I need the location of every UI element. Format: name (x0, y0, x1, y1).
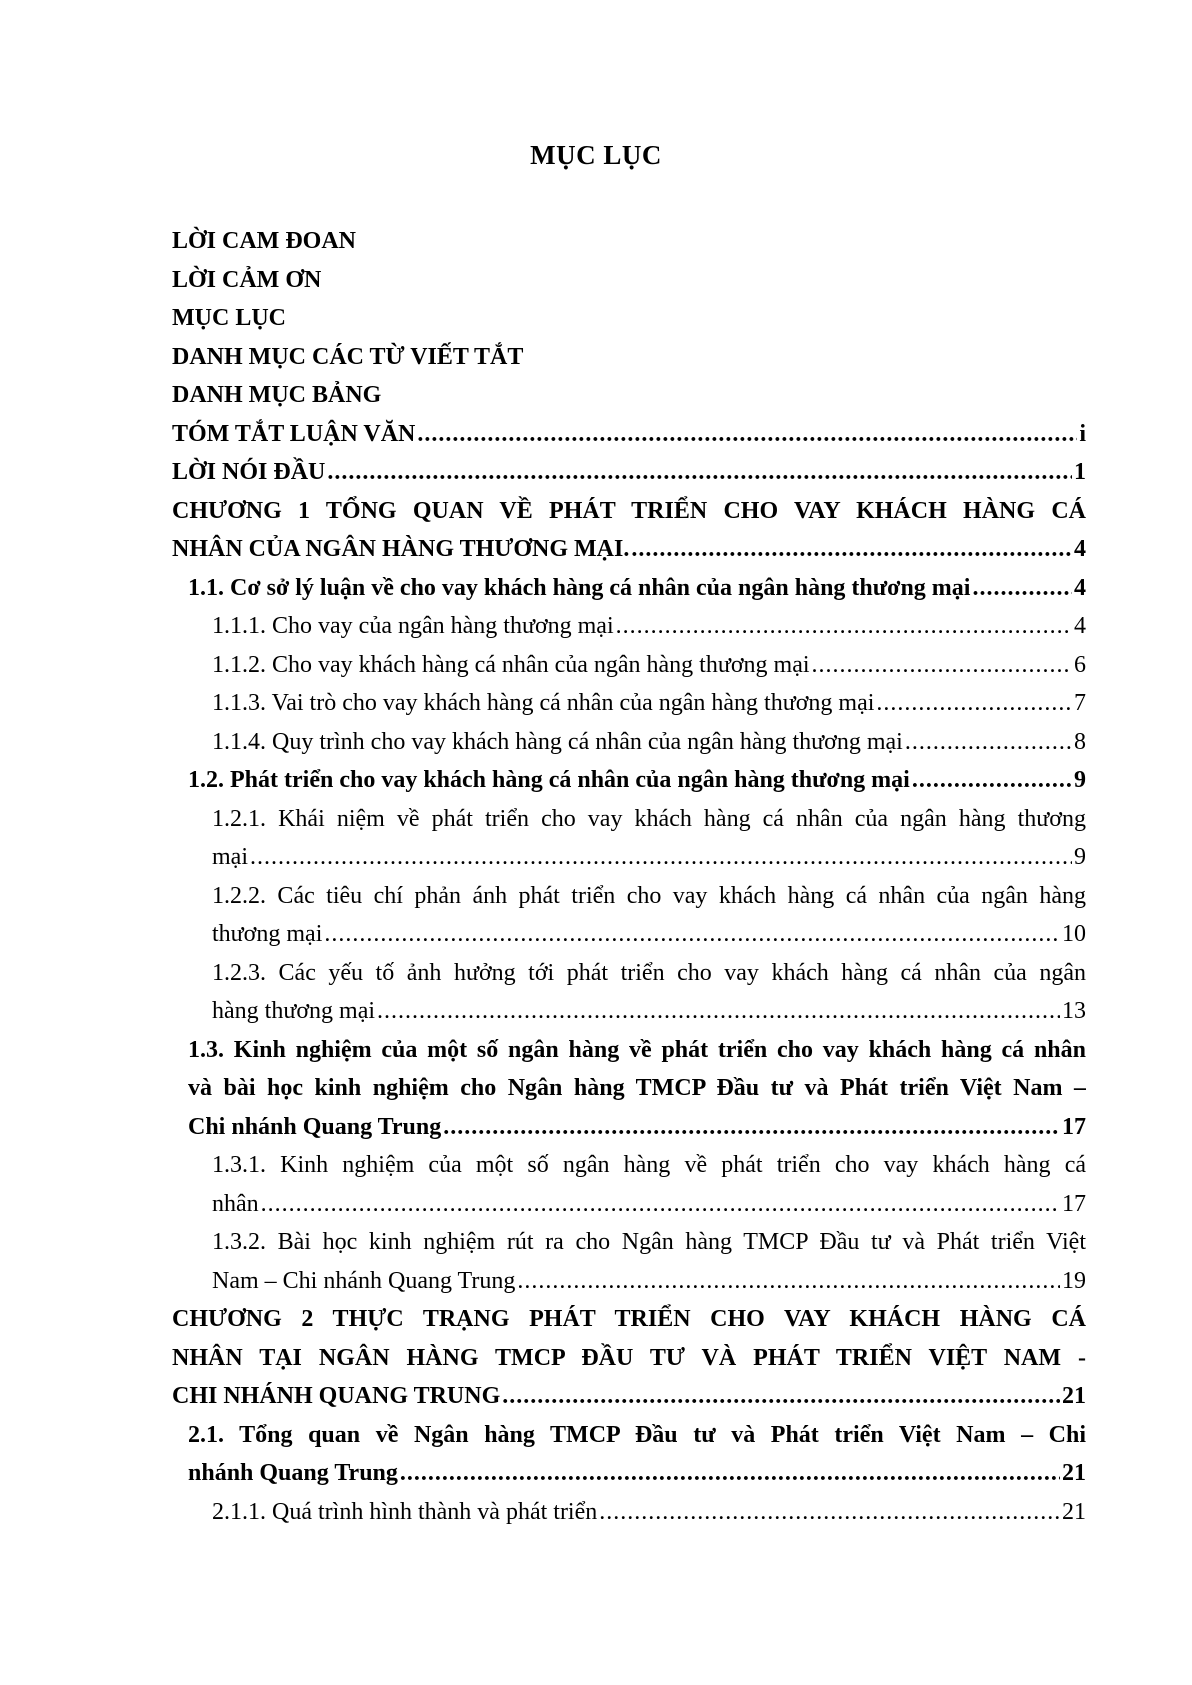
dot-leader (599, 1493, 1060, 1532)
dot-leader (417, 415, 1077, 454)
dot-leader (377, 992, 1060, 1031)
dot-leader (517, 1262, 1060, 1301)
toc-entry[interactable] (172, 376, 1086, 415)
toc-entry-text: 1.1.2. Cho vay khách hàng cá nhân của ngân hàng thương mại (212, 651, 810, 678)
dot-leader (876, 684, 1072, 723)
toc-entry-text: 1.2.2. Các tiêu chí phản ánh phát triển cho vay khách hàng cá nhân của ngân hàng (212, 882, 1086, 909)
toc-entry-text: nhánh Quang Trung (188, 1460, 398, 1486)
dot-leader (443, 1108, 1060, 1147)
dot-leader (631, 530, 1072, 569)
toc-entry-text: 1.1. Cơ sở lý luận về cho vay khách hàng cá nhân của ngân hàng thương mại (188, 574, 971, 601)
toc-entry-text: MỤC LỤC (172, 305, 286, 331)
toc-entry[interactable] (172, 299, 1086, 338)
toc-entry-text: NHÂN TẠI NGÂN HÀNG TMCP ĐẦU TƯ VÀ PHÁT TRIỂN VIỆT NAM - (172, 1344, 1086, 1371)
toc-entry-text: 2.1.1. Quá trình hình thành và phát triển (212, 1498, 598, 1525)
toc-entry-text: và bài học kinh nghiệm cho Ngân hàng TMCP Đầu tư và Phát triển Việt Nam – (188, 1075, 1086, 1101)
toc-entry[interactable] (172, 684, 1086, 723)
dot-leader (972, 569, 1072, 608)
toc-page-number: 21 (1062, 1460, 1086, 1486)
toc-page-number: 10 (1062, 921, 1086, 947)
toc-entry[interactable] (172, 415, 1086, 454)
toc-entry-text: LỜI NÓI ĐẦU (172, 459, 326, 485)
toc-entry-text: Chi nhánh Quang Trung (188, 1113, 442, 1140)
toc-entry[interactable] (172, 607, 1086, 646)
toc-page-number: 19 (1062, 1267, 1086, 1294)
toc-page-number: 4 (1074, 536, 1086, 562)
toc-entry-text: 1.2.1. Khái niệm về phát triển cho vay khách hàng cá nhân của ngân hàng thương (212, 805, 1086, 832)
toc-page-number: 17 (1062, 1190, 1086, 1217)
toc-entry[interactable] (172, 569, 1086, 608)
toc-entry-text: 1.3.1. Kinh nghiệm của một số ngân hàng về phát triển cho vay khách hàng cá (212, 1152, 1086, 1178)
toc-entry-text: 1.1.3. Vai trò cho vay khách hàng cá nhân của ngân hàng thương mại (212, 690, 875, 716)
dot-leader (812, 646, 1072, 685)
dot-leader (324, 915, 1060, 954)
toc-entry[interactable] (172, 1146, 1086, 1223)
toc-entry-text: CHƯƠNG 1 TỔNG QUAN VỀ PHÁT TRIỂN CHO VAY KHÁCH HÀNG CÁ (172, 497, 1086, 524)
toc-page-number: 9 (1074, 767, 1086, 793)
dot-leader (250, 838, 1072, 877)
toc-entry-text: thương mại (212, 921, 323, 947)
toc-page-number: 9 (1074, 844, 1086, 870)
toc-entry-text: Nam – Chi nhánh Quang Trung (212, 1267, 516, 1294)
toc-entry-text: hàng thương mại (212, 998, 376, 1024)
toc-entry-text: NHÂN CỦA NGÂN HÀNG THƯƠNG MẠI. (172, 536, 630, 562)
toc-entry[interactable] (172, 723, 1086, 762)
toc-entry-text: 1.2.3. Các yếu tố ảnh hưởng tới phát triển cho vay khách hàng cá nhân của ngân (212, 959, 1086, 986)
toc-entry[interactable] (172, 1416, 1086, 1493)
toc-entry[interactable] (172, 877, 1086, 954)
toc-entry[interactable] (172, 1223, 1086, 1300)
toc-entry-text: 1.3.2. Bài học kinh nghiệm rút ra cho Ngân hàng TMCP Đầu tư và Phát triển Việt (212, 1229, 1086, 1255)
toc-page-number: 8 (1074, 728, 1086, 755)
toc-entry[interactable] (172, 1300, 1086, 1416)
dot-leader (905, 723, 1072, 762)
toc-entry[interactable] (172, 800, 1086, 877)
toc-entry-text: nhân (212, 1190, 259, 1217)
toc-entry[interactable] (172, 222, 1086, 261)
toc-entry-text: CHƯƠNG 2 THỰC TRẠNG PHÁT TRIỂN CHO VAY KHÁCH HÀNG CÁ (172, 1306, 1086, 1332)
toc-entry-text: DANH MỤC BẢNG (172, 382, 382, 408)
toc-entry-text: 1.2. Phát triển cho vay khách hàng cá nhân của ngân hàng thương mại (188, 767, 910, 793)
dot-leader (502, 1377, 1060, 1416)
toc-page-number: 21 (1062, 1383, 1086, 1409)
toc-entry-text: 1.1.1. Cho vay của ngân hàng thương mại (212, 613, 614, 639)
table-of-contents (172, 222, 1086, 1531)
toc-entry-text: LỜI CẢM ƠN (172, 266, 322, 293)
toc-entry-text: TÓM TẮT LUẬN VĂN (172, 420, 416, 447)
toc-entry-text: CHI NHÁNH QUANG TRUNG (172, 1383, 501, 1409)
toc-page-number: 4 (1074, 613, 1086, 639)
toc-entry-text: 1.3. Kinh nghiệm của một số ngân hàng về phát triển cho vay khách hàng cá nhân (188, 1036, 1086, 1063)
toc-page-number: 1 (1074, 459, 1086, 485)
toc-entry-text: 1.1.4. Quy trình cho vay khách hàng cá nhân của ngân hàng thương mại (212, 728, 903, 755)
toc-page-number: 4 (1074, 574, 1086, 601)
dot-leader (616, 607, 1072, 646)
toc-entry-text: LỜI CAM ĐOAN (172, 228, 356, 254)
toc-entry[interactable] (172, 954, 1086, 1031)
toc-entry[interactable] (172, 761, 1086, 800)
toc-page-number: 7 (1074, 690, 1086, 716)
toc-page-number: 17 (1062, 1113, 1086, 1140)
toc-entry[interactable] (172, 492, 1086, 569)
toc-entry-text: mại (212, 844, 248, 870)
dot-leader (327, 453, 1072, 492)
toc-entry-text: 2.1. Tổng quan về Ngân hàng TMCP Đầu tư và Phát triển Việt Nam – Chi (188, 1421, 1086, 1448)
toc-page-number: 21 (1062, 1498, 1086, 1525)
toc-page-number: 6 (1074, 651, 1086, 678)
toc-page-number: 13 (1062, 998, 1086, 1024)
dot-leader (912, 761, 1072, 800)
dot-leader (400, 1454, 1060, 1493)
toc-entry[interactable] (172, 261, 1086, 300)
toc-entry-text: DANH MỤC CÁC TỪ VIẾT TẮT (172, 343, 524, 370)
toc-entry[interactable] (172, 338, 1086, 377)
toc-entry[interactable] (172, 453, 1086, 492)
dot-leader (261, 1185, 1060, 1224)
toc-entry[interactable] (172, 646, 1086, 685)
toc-entry[interactable] (172, 1031, 1086, 1147)
toc-entry[interactable] (172, 1493, 1086, 1532)
page-title: MỤC LỤC (530, 140, 662, 170)
toc-page-number: i (1079, 420, 1086, 447)
